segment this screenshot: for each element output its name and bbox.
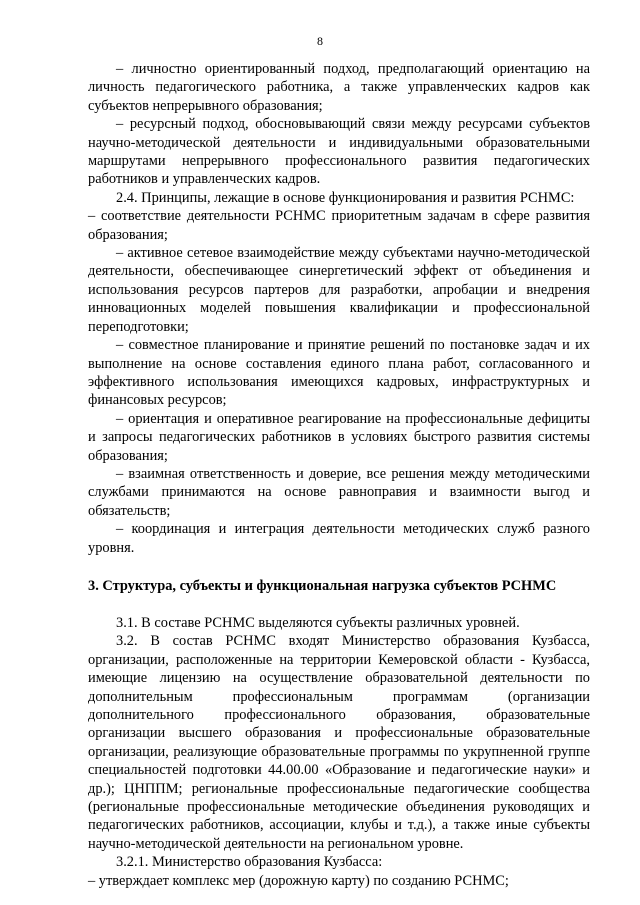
paragraph-principle-compliance: – соответствие деятельности РСНМС приоритетным задачам в сфере развития образования; [88,208,590,243]
paragraph-principle-coordination: – координация и интеграция деятельности методических служб разного уровня. [88,521,590,556]
paragraph-principles-intro: 2.4. Принципы, лежащие в основе функционирования и развития РСНМС: [116,189,575,206]
paragraph-3-2-1: 3.2.1. Министерство образования Кузбасса: [116,854,383,871]
paragraph-3-1: 3.1. В составе РСНМС выделяются субъекты различных уровней. [116,614,520,631]
paragraph-principle-responsibility: – взаимная ответственность и доверие, все решения между методическими службами принимаются на основе равноправия и взаимности выгод и обязательств; [88,465,590,519]
document-body [88,60,590,890]
paragraph-personal-approach: – личностно ориентированный подход, предполагающий ориентацию на личность педагогического работника, а также управленческих кадров как субъектов непрерывного образования; [88,61,590,114]
page-number: 8 [317,34,323,48]
section-heading: 3. Структура, субъекты и функциональная нагрузка субъектов РСНМС [88,577,557,594]
paragraph-principle-planning: – совместное планирование и принятие решений по постановке задач и их выполнение на основе составления единого плана работ, согласованного и эффективного использования имеющихся кадровых, инфраструктурных и финансовых ресурсов; [88,337,590,409]
paragraph-roadmap: – утверждает комплекс мер (дорожную карту) по созданию РСНМС; [88,872,509,889]
paragraph-principle-network: – активное сетевое взаимодействие между субъектами научно-методической деятельности, обеспечивающее синергетический эффект от объединения и использования ресурсов партеров для разработки, апробации и внедрения инновационных моделей повышения квалификации и профессиональной переподготовки; [88,245,590,335]
paragraph-resource-approach: – ресурсный подход, обосновывающий связи между ресурсами субъектов научно-методической деятельности и индивидуальными образовательными маршрутами непрерывного профессионального развития педагогических работников и управленческих кадров. [88,116,590,188]
paragraph-3-2: 3.2. В состав РСНМС входят Министерство образования Кузбасса, организации, расположенные на территории Кемеровской области - Кузбасса, имеющие лицензию на осуществление образовательной деятельности по дополнительным профессиональным программам (организации дополнительного профессионального образования, образовательные организации высшего образования и профессиональные образовательные организации, реализующие образовательные программы по укрупненной группе специальностей подготовки 44.00.00 «Образование и педагогические науки» и др.); ЦНППМ; региональные профессиональные педагогические сообщества (региональные профессиональные методические объединения руководящих и педагогических работников, ассоциации, клубы и т.д.), а также иные субъекты научно-методической деятельности на региональном уровне. [88,633,590,852]
paragraph-principle-orientation: – ориентация и оперативное реагирование на профессиональные дефициты и запросы педагогических работников в условиях быстрого развития системы образования; [88,410,590,464]
